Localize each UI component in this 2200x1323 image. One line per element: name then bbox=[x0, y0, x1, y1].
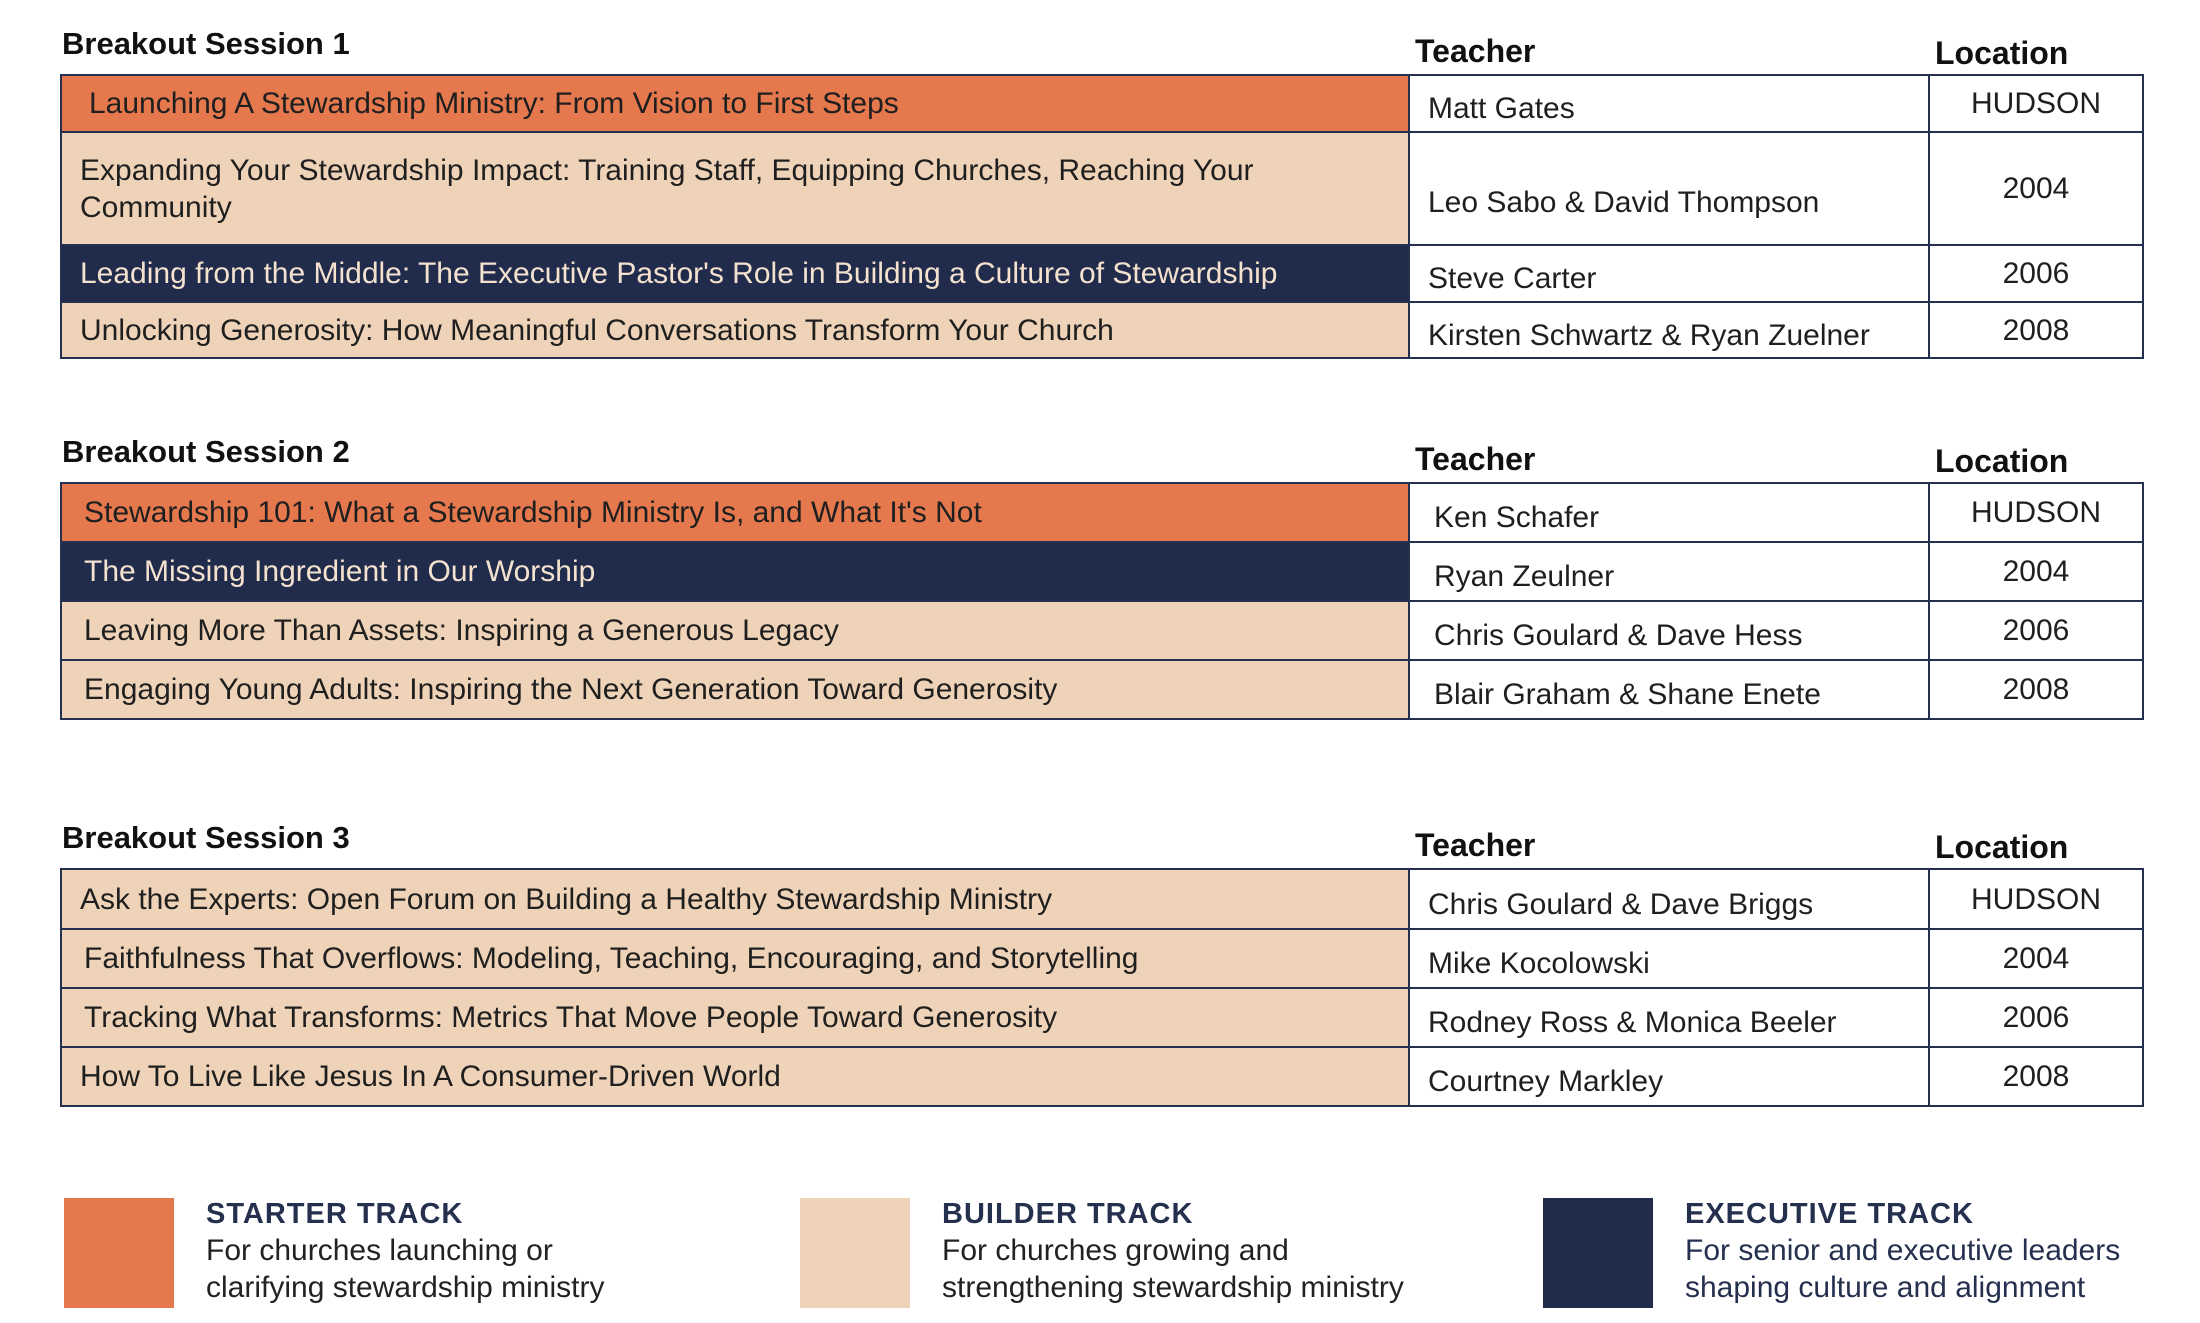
teacher-name: Steve Carter bbox=[1409, 245, 1929, 302]
legend-name: STARTER TRACK bbox=[206, 1198, 464, 1230]
session-topic: How To Live Like Jesus In A Consumer-Driven World bbox=[61, 1047, 1409, 1106]
session-topic: Faithfulness That Overflows: Modeling, Teaching, Encouraging, and Storytelling bbox=[61, 929, 1409, 988]
legend-text bbox=[1685, 1196, 2120, 1306]
table-row bbox=[61, 601, 2143, 660]
legend-description: For senior and executive leaders bbox=[1685, 1234, 2121, 1267]
session-topic: Unlocking Generosity: How Meaningful Conversations Transform Your Church bbox=[61, 302, 1409, 358]
table-row bbox=[61, 660, 2143, 719]
table-row bbox=[61, 988, 2143, 1047]
breakout-session-3 bbox=[60, 794, 2142, 1107]
legend-description: For churches growing and bbox=[942, 1234, 1289, 1267]
table-row bbox=[61, 929, 2143, 988]
teacher-name: Chris Goulard & Dave Briggs bbox=[1409, 869, 1929, 929]
teacher-column-header: Teacher bbox=[1415, 441, 1536, 477]
builder-swatch bbox=[800, 1198, 910, 1308]
table-row bbox=[61, 245, 2143, 302]
location-room: 2006 bbox=[1929, 245, 2143, 302]
table-row bbox=[61, 483, 2143, 542]
legend-description: clarifying stewardship ministry bbox=[206, 1271, 605, 1304]
location-room: 2008 bbox=[1929, 302, 2143, 358]
teacher-name: Matt Gates bbox=[1409, 75, 1929, 132]
session-topic: Leading from the Middle: The Executive Pastor's Role in Building a Culture of Stewardship bbox=[61, 245, 1409, 302]
table-row bbox=[61, 302, 2143, 358]
legend-description: shaping culture and alignment bbox=[1685, 1271, 2086, 1304]
table-row bbox=[61, 75, 2143, 132]
session-topic: Tracking What Transforms: Metrics That Move People Toward Generosity bbox=[61, 988, 1409, 1047]
track-legend bbox=[0, 1196, 2200, 1311]
teacher-name: Chris Goulard & Dave Hess bbox=[1409, 601, 1929, 660]
teacher-name: Ken Schafer bbox=[1409, 483, 1929, 542]
session-title: Breakout Session 3 bbox=[62, 820, 350, 855]
breakout-session-2 bbox=[60, 408, 2142, 720]
teacher-name: Leo Sabo & David Thompson bbox=[1409, 132, 1929, 245]
table-row bbox=[61, 542, 2143, 601]
location-room: 2004 bbox=[1929, 542, 2143, 601]
legend-description: strengthening stewardship ministry bbox=[942, 1271, 1404, 1304]
legend-text bbox=[206, 1196, 604, 1306]
location-room: 2004 bbox=[1929, 132, 2143, 245]
teacher-name: Kirsten Schwartz & Ryan Zuelner bbox=[1409, 302, 1929, 358]
teacher-name: Rodney Ross & Monica Beeler bbox=[1409, 988, 1929, 1047]
table-row bbox=[61, 869, 2143, 929]
session-topic: The Missing Ingredient in Our Worship bbox=[61, 542, 1409, 601]
session-topic: Stewardship 101: What a Stewardship Ministry Is, and What It's Not bbox=[61, 483, 1409, 542]
session-header bbox=[60, 408, 2142, 482]
session-title: Breakout Session 1 bbox=[62, 26, 350, 61]
table-row bbox=[61, 1047, 2143, 1106]
location-room: 2004 bbox=[1929, 929, 2143, 988]
session-table bbox=[60, 868, 2144, 1107]
session-header bbox=[60, 794, 2142, 868]
legend-name: EXECUTIVE TRACK bbox=[1685, 1198, 1974, 1230]
executive-swatch bbox=[1543, 1198, 1653, 1308]
location-room: 2008 bbox=[1929, 660, 2143, 719]
location-column-header: Location bbox=[1935, 35, 2069, 71]
breakout-session-1 bbox=[60, 0, 2142, 359]
teacher-name: Ryan Zeulner bbox=[1409, 542, 1929, 601]
session-table bbox=[60, 74, 2144, 359]
session-topic: Expanding Your Stewardship Impact: Training Staff, Equipping Churches, Reaching Your Community bbox=[61, 132, 1409, 245]
session-table bbox=[60, 482, 2144, 720]
teacher-column-header: Teacher bbox=[1415, 827, 1536, 863]
teacher-name: Courtney Markley bbox=[1409, 1047, 1929, 1106]
starter-swatch bbox=[64, 1198, 174, 1308]
teacher-name: Mike Kocolowski bbox=[1409, 929, 1929, 988]
location-room: HUDSON bbox=[1929, 75, 2143, 132]
location-room: 2006 bbox=[1929, 988, 2143, 1047]
legend-description: For churches launching or bbox=[206, 1234, 553, 1267]
location-column-header: Location bbox=[1935, 829, 2069, 865]
teacher-name: Blair Graham & Shane Enete bbox=[1409, 660, 1929, 719]
teacher-column-header: Teacher bbox=[1415, 33, 1536, 69]
session-title: Breakout Session 2 bbox=[62, 434, 350, 469]
session-topic: Engaging Young Adults: Inspiring the Next Generation Toward Generosity bbox=[61, 660, 1409, 719]
session-topic: Leaving More Than Assets: Inspiring a Generous Legacy bbox=[61, 601, 1409, 660]
location-room: 2006 bbox=[1929, 601, 2143, 660]
session-topic: Launching A Stewardship Ministry: From Vision to First Steps bbox=[61, 75, 1409, 132]
session-header bbox=[60, 0, 2142, 74]
table-row bbox=[61, 132, 2143, 245]
location-room: 2008 bbox=[1929, 1047, 2143, 1106]
legend-name: BUILDER TRACK bbox=[942, 1198, 1194, 1230]
legend-text bbox=[942, 1196, 1404, 1306]
location-room: HUDSON bbox=[1929, 483, 2143, 542]
location-room: HUDSON bbox=[1929, 869, 2143, 929]
location-column-header: Location bbox=[1935, 443, 2069, 479]
session-topic: Ask the Experts: Open Forum on Building a Healthy Stewardship Ministry bbox=[61, 869, 1409, 929]
